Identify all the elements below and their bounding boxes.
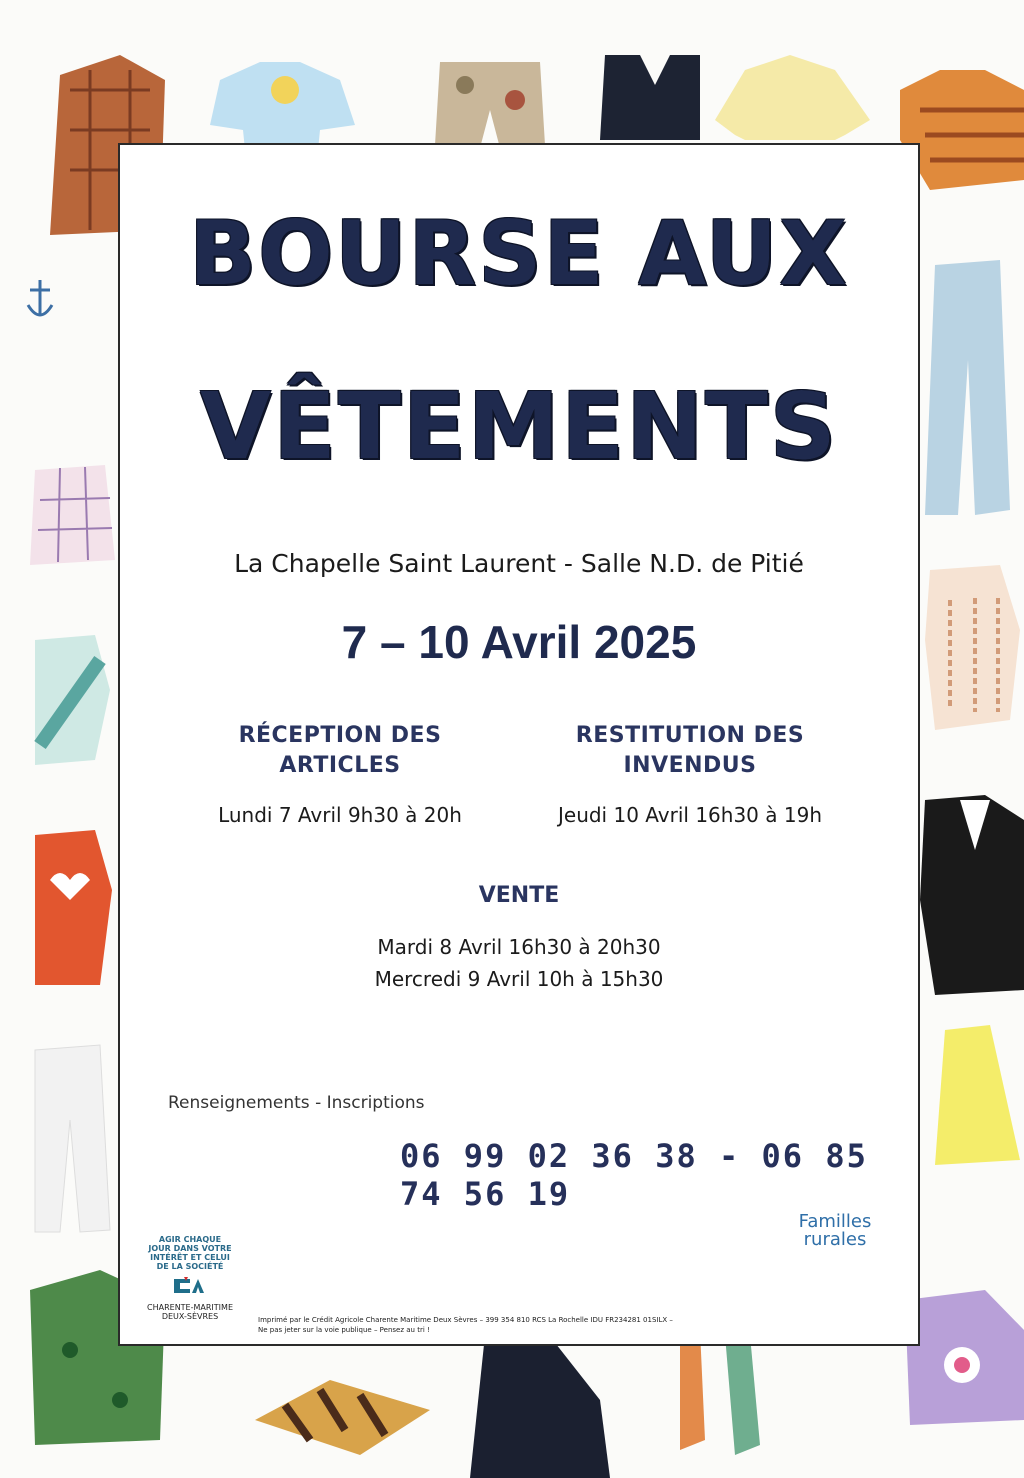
reception-section xyxy=(180,721,500,827)
cable-knit-sweater-icon xyxy=(925,565,1020,730)
purple-sweater-icon xyxy=(905,1290,1024,1425)
ca-region-1: CHARENTE-MARITIME xyxy=(147,1303,233,1312)
fr-name-1: Familles xyxy=(798,1211,872,1232)
reception-heading-1: RÉCEPTION DES xyxy=(238,723,442,748)
fine-print-line-2: Ne pas jeter sur la voie publique – Pensez au tri ! xyxy=(258,1326,430,1334)
credit-agricole-logo xyxy=(130,1235,250,1321)
fine-print-line-1: Imprimé par le Crédit Agricole Charente Maritime Deux Sèvres – 399 354 810 RCS La Rochelle IDU FR234281 01SILX – xyxy=(258,1316,673,1324)
fr-subtext xyxy=(780,1255,890,1263)
restitution-heading-1: RESTITUTION DES xyxy=(575,723,805,748)
striped-scarf-icon xyxy=(255,1380,430,1455)
floral-shirt-icon xyxy=(35,635,110,765)
yellow-dress-icon xyxy=(935,1025,1020,1165)
vente-schedule-1: Mardi 8 Avril 16h30 à 20h30 xyxy=(377,935,661,959)
ca-tagline-4: DE LA SOCIÉTÉ xyxy=(156,1262,224,1271)
tshirt-sun-icon xyxy=(210,62,355,150)
title-line-2: VÊTEMENTS xyxy=(199,373,839,480)
event-location: La Chapelle Saint Laurent - Salle N.D. de Pitié xyxy=(234,549,804,578)
restitution-section xyxy=(520,721,860,827)
contact-label: Renseignements - Inscriptions xyxy=(168,1093,425,1113)
restitution-heading-2: INVENDUS xyxy=(623,753,757,778)
reception-heading-2: ARTICLES xyxy=(279,753,401,778)
heart-sweater-icon xyxy=(35,830,112,985)
yellow-cardigan-icon xyxy=(715,55,870,140)
event-dates: 7 – 10 Avril 2025 xyxy=(341,616,697,668)
ca-region-2: DEUX-SÈVRES xyxy=(161,1312,219,1321)
vente-schedule-2: Mercredi 9 Avril 10h à 15h30 xyxy=(374,967,664,991)
fine-print xyxy=(258,1315,818,1335)
anchor-icon xyxy=(28,280,52,315)
ca-tagline-1: AGIR CHAQUE xyxy=(158,1235,222,1244)
vente-heading: VENTE xyxy=(478,883,560,908)
navy-dress-icon xyxy=(470,1330,610,1478)
ca-tagline-3: INTÉRÊT ET CELUI xyxy=(150,1253,230,1262)
familles-rurales-logo xyxy=(780,1213,890,1263)
white-pants-icon xyxy=(35,1045,110,1232)
poster-card xyxy=(118,143,920,1346)
socks-icon xyxy=(680,1330,760,1455)
jeans-icon xyxy=(925,260,1010,515)
plaid-skirt-icon xyxy=(30,465,115,565)
camo-shorts-icon xyxy=(435,62,545,148)
phone-numbers: 06 99 02 36 38 - 06 85 74 56 19 xyxy=(400,1137,868,1213)
tuxedo-jacket-icon xyxy=(920,795,1024,995)
reception-schedule: Lundi 7 Avril 9h30 à 20h xyxy=(218,803,462,827)
ca-mark-icon xyxy=(170,1275,210,1297)
title-line-1: BOURSE AUX xyxy=(189,202,849,305)
ca-tagline-2: JOUR DANS VOTRE xyxy=(148,1244,232,1253)
navy-vest-icon xyxy=(600,55,700,140)
restitution-schedule: Jeudi 10 Avril 16h30 à 19h xyxy=(557,803,822,827)
fr-name-2: rurales xyxy=(803,1229,867,1250)
